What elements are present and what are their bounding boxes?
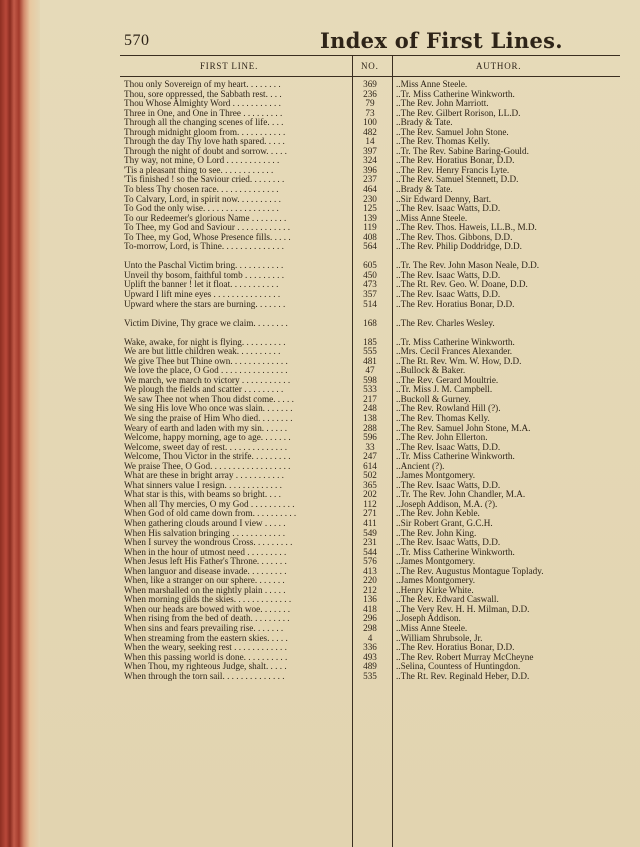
- hymn-number-cell: 365: [363, 479, 377, 490]
- first-line-cell: Welcome, Thou Victor in the strife. . . . . . . . .: [124, 452, 291, 462]
- author-cell: ..James Montgomery.: [396, 576, 476, 586]
- hymn-number-cell: 396: [363, 164, 377, 175]
- hymn-number-cell: 482: [363, 126, 377, 137]
- table-header: [120, 55, 620, 77]
- author-cell: ..The Rev. Gerard Moultrie.: [396, 375, 499, 385]
- first-line-cell: Through midnight gloom from. . . . . . . . . . .: [124, 127, 286, 137]
- first-line-cell: Unto the Paschal Victim bring. . . . . . . . . . .: [124, 261, 284, 271]
- hymn-number-cell: 4: [367, 632, 373, 643]
- hymn-number-cell: 464: [363, 184, 377, 195]
- index-table: [120, 55, 620, 681]
- first-line-cell: To God the only wise. . . . . . . . . . . . . . . . .: [124, 204, 279, 214]
- hymn-number-cell: 544: [363, 546, 377, 557]
- first-line-cell: Thou Whose Almighty Word . . . . . . . . . . .: [124, 99, 281, 109]
- hymn-number-cell: 596: [363, 432, 377, 443]
- hymn-number-cell: 236: [363, 88, 377, 99]
- header-no: NO.: [361, 61, 379, 71]
- author-cell: ..Brady & Tate.: [396, 118, 453, 128]
- hymn-number-cell: 288: [363, 422, 377, 433]
- author-cell: ..The Rev. Isaac Watts, D.D.: [396, 289, 501, 299]
- first-line-cell: Three in One, and One in Three . . . . . . . . .: [124, 108, 283, 118]
- author-cell: ..Miss Anne Steele.: [396, 624, 468, 634]
- author-cell: ..William Shrubsole, Jr.: [396, 633, 483, 643]
- header-author: AUTHOR.: [476, 61, 522, 71]
- hymn-number-cell: 564: [363, 241, 377, 252]
- first-line-cell: What are these in bright array . . . . . . . . . . .: [124, 471, 284, 481]
- hymn-number-cell: 14: [365, 136, 375, 147]
- author-cell: ..Tr. Miss Catherine Winkworth.: [396, 547, 515, 557]
- first-line-cell: When our heads are bowed with woe. . . . . . .: [124, 604, 291, 614]
- first-line-cell: We give Thee but Thine own. . . . . . . . . . . . .: [124, 356, 288, 366]
- first-line-cell: We are but little children weak. . . . . . . . . .: [124, 347, 281, 357]
- first-line-cell: Upward I lift mine eyes . . . . . . . . . . . . . . .: [124, 289, 281, 299]
- first-line-cell: When sins and fears prevailing rise. . . . . . .: [124, 624, 284, 634]
- author-cell: ..The Rev. John Ellerton.: [396, 433, 488, 443]
- first-line-cell: We march, we march to victory . . . . . . . . . . .: [124, 375, 291, 385]
- header-first-line: FIRST LINE.: [200, 61, 259, 71]
- first-line-cell: To Calvary, Lord, in spirit now. . . . . . . . . .: [124, 194, 281, 204]
- author-cell: ..The Rev. Isaac Watts, D.D.: [396, 442, 501, 452]
- hymn-number-cell: 576: [363, 556, 377, 567]
- hymn-number-cell: 408: [363, 231, 377, 242]
- author-cell: ..The Rev. Thos. Gibbons, D.D.: [396, 232, 513, 242]
- first-line-cell: We sing His love Who once was slain. . . . . . .: [124, 404, 293, 414]
- table-row: [120, 672, 620, 682]
- hymn-number-cell: 493: [363, 651, 377, 662]
- author-cell: ..Miss Anne Steele.: [396, 80, 468, 89]
- author-cell: ..The Very Rev. H. H. Milman, D.D.: [396, 604, 530, 614]
- first-line-cell: Upward where the stars are burning. . . . . . .: [124, 299, 286, 309]
- first-line-cell: When God of old came down from. . . . . . . . . .: [124, 509, 297, 519]
- author-cell: ..The Rev. Henry Francis Lyte.: [396, 165, 510, 175]
- author-cell: ..The Rev. Isaac Watts, D.D.: [396, 204, 501, 214]
- first-line-cell: What star is this, with beams so bright. . . .: [124, 490, 281, 500]
- first-line-cell: 'Tis a pleasant thing to see. . . . . . . . . . . .: [124, 165, 274, 175]
- hymn-number-cell: 369: [363, 79, 377, 89]
- author-cell: ..Bullock & Baker.: [396, 366, 466, 376]
- hymn-number-cell: 212: [363, 584, 377, 595]
- author-cell: ..The Rt. Rev. Geo. W. Doane, D.D.: [396, 280, 528, 290]
- hymn-number-cell: 47: [365, 365, 375, 376]
- author-cell: ..Selina, Countess of Huntingdon.: [396, 662, 521, 672]
- first-line-cell: Thou, sore oppressed, the Sabbath rest. . . .: [124, 89, 282, 99]
- first-line-cell: We plough the fields and scatter . . . . . . . . .: [124, 385, 284, 395]
- hymn-number-cell: 549: [363, 527, 377, 538]
- author-cell: ..Tr. Miss Catherine Winkworth.: [396, 89, 515, 99]
- author-cell: ..The Rt. Rev. Wm. W. How, D.D.: [396, 356, 522, 366]
- first-line-cell: When marshalled on the nightly plain . . . . .: [124, 585, 286, 595]
- first-line-cell: When this passing world is done. . . . . . . . . .: [124, 652, 288, 662]
- author-cell: ..Tr. Miss Catherine Winkworth.: [396, 337, 515, 347]
- first-line-cell: To our Redeemer's glorious Name . . . . . . . .: [124, 213, 287, 223]
- hymn-number-cell: 418: [363, 603, 377, 614]
- hymn-number-cell: 357: [363, 288, 377, 299]
- author-cell: ..The Rev. Samuel John Stone.: [396, 127, 509, 137]
- hymn-number-cell: 614: [363, 460, 377, 471]
- first-line-cell: When in the hour of utmost need . . . . . . . . .: [124, 547, 287, 557]
- author-cell: ..Joseph Addison, M.A. (?).: [396, 499, 498, 509]
- first-line-cell: Wake, awake, for night is flying. . . . . . . . . .: [124, 337, 286, 347]
- first-line-cell: Uplift the banner ! let it float. . . . . . . . . . .: [124, 280, 279, 290]
- first-line-cell: When streaming from the eastern skies. . . . .: [124, 633, 288, 643]
- first-line-cell: Victim Divine, Thy grace we claim. . . . . . . .: [124, 318, 288, 328]
- hymn-number-cell: 237: [363, 174, 377, 185]
- hymn-number-cell: 138: [363, 413, 377, 423]
- first-line-cell: We saw Thee not when Thou didst come. . . . .: [124, 394, 294, 404]
- author-cell: ..Tr. The Rev. Sabine Baring-Gould.: [396, 146, 529, 156]
- author-cell: ..The Rev. Edward Caswall.: [396, 595, 499, 605]
- hymn-number-cell: 605: [363, 260, 377, 271]
- first-line-cell: What sinners value I resign. . . . . . . . . . . . .: [124, 480, 282, 490]
- first-line-cell: We praise Thee, O God. . . . . . . . . . . . . . . . . .: [124, 461, 291, 471]
- first-line-cell: Through all the changing scenes of life. . . .: [124, 118, 284, 128]
- first-line-cell: Thy way, not mine, O Lord . . . . . . . . . . . .: [124, 156, 280, 166]
- hymn-number-cell: 230: [363, 193, 377, 204]
- hymn-number-cell: 397: [363, 145, 377, 156]
- hymn-number-cell: 450: [363, 269, 377, 280]
- table-row: [120, 300, 620, 310]
- hymn-number-cell: 502: [363, 470, 377, 481]
- hymn-number-cell: 473: [363, 279, 377, 290]
- hymn-number-cell: 33: [365, 441, 375, 452]
- first-line-cell: Welcome, sweet day of rest. . . . . . . . . . . . . .: [124, 442, 288, 452]
- author-cell: ..The Rt. Rev. Reginald Heber, D.D.: [396, 671, 530, 681]
- page-number: 570: [124, 32, 150, 49]
- author-cell: ..The Rev. Horatius Bonar, D.D.: [396, 643, 515, 653]
- first-line-cell: When languor and disease invade. . . . . . . . .: [124, 566, 287, 576]
- hymn-number-cell: 324: [363, 155, 377, 166]
- author-cell: ..Tr. Miss J. M. Campbell.: [396, 385, 493, 395]
- hymn-number-cell: 125: [363, 203, 377, 214]
- author-cell: ..The Rev. John Keble.: [396, 509, 480, 519]
- author-cell: ..Sir Edward Denny, Bart.: [396, 194, 492, 204]
- first-line-cell: When all Thy mercies, O my God . . . . . . . . . .: [124, 499, 295, 509]
- hymn-number-cell: 112: [363, 498, 377, 509]
- page-title: Index of First Lines.: [320, 28, 563, 53]
- author-cell: ..The Rev. John King.: [396, 528, 477, 538]
- first-line-cell: Welcome, happy morning, age to age. . . . . . .: [124, 433, 291, 443]
- hymn-number-cell: 411: [363, 518, 377, 529]
- first-line-cell: When Jesus left His Father's Throne. . . . . . .: [124, 557, 287, 567]
- hymn-number-cell: 136: [363, 594, 377, 605]
- first-line-cell: When I survey the wondrous Cross. . . . . . . . .: [124, 538, 293, 548]
- hymn-number-cell: 79: [365, 98, 375, 109]
- author-cell: ..Henry Kirke White.: [396, 585, 474, 595]
- hymn-number-cell: 217: [363, 393, 377, 404]
- author-cell: ..James Montgomery.: [396, 557, 476, 567]
- author-cell: ..Tr. Miss Catherine Winkworth.: [396, 452, 515, 462]
- author-cell: ..The Rev. Samuel Stennett, D.D.: [396, 175, 519, 185]
- author-cell: ..The Rev. Thomas Kelly.: [396, 414, 490, 423]
- hymn-number-cell: 514: [363, 298, 377, 309]
- hymn-number-cell: 248: [363, 403, 377, 414]
- hymn-number-cell: 489: [363, 661, 377, 672]
- first-line-cell: We sing the praise of Him Who died. . . . . . . .: [124, 414, 293, 423]
- hymn-number-cell: 168: [363, 317, 377, 328]
- table-body: [120, 77, 620, 681]
- hymn-number-cell: 598: [363, 374, 377, 385]
- hymn-number-cell: 298: [363, 623, 377, 634]
- table-row: [120, 242, 620, 252]
- table-row: [120, 319, 620, 329]
- author-cell: ..The Rev. Gilbert Rorison, LL.D.: [396, 108, 521, 118]
- hymn-number-cell: 139: [363, 212, 377, 223]
- author-cell: ..James Montgomery.: [396, 471, 476, 481]
- author-cell: ..The Rev. Rowland Hill (?).: [396, 404, 501, 414]
- author-cell: ..The Rev. Horatius Bonar, D.D.: [396, 156, 515, 166]
- author-cell: ..Tr. The Rev. John Mason Neale, D.D.: [396, 261, 540, 271]
- author-cell: ..The Rev. Isaac Watts, D.D.: [396, 270, 501, 280]
- author-cell: ..Miss Anne Steele.: [396, 213, 468, 223]
- first-line-cell: To bless Thy chosen race. . . . . . . . . . . . . .: [124, 185, 279, 195]
- author-cell: ..The Rev. Charles Wesley.: [396, 318, 495, 328]
- author-cell: ..Tr. The Rev. John Chandler, M.A.: [396, 490, 526, 500]
- hymn-number-cell: 202: [363, 489, 377, 500]
- hymn-number-cell: 100: [363, 117, 377, 128]
- hymn-number-cell: 247: [363, 451, 377, 462]
- author-cell: ..The Rev. Samuel John Stone, M.A.: [396, 423, 531, 433]
- book-spine-edge: [0, 0, 40, 847]
- first-line-cell: When Thou, my righteous Judge, shalt. . . . .: [124, 662, 287, 672]
- hymn-number-cell: 336: [363, 642, 377, 653]
- author-cell: ..Sir Robert Grant, G.C.H.: [396, 519, 493, 529]
- first-line-cell: We love the place, O God . . . . . . . . . . . . . . .: [124, 366, 288, 376]
- first-line-cell: To Thee, my God and Saviour . . . . . . . . . . . .: [124, 223, 291, 233]
- first-line-cell: To-morrow, Lord, is Thine. . . . . . . . . . . . . .: [124, 242, 284, 252]
- first-line-cell: When morning gilds the skies. . . . . . . . . . . . .: [124, 595, 292, 605]
- author-cell: ..The Rev. John Marriott.: [396, 99, 489, 109]
- hymn-number-cell: 535: [363, 670, 377, 681]
- hymn-number-cell: 555: [363, 346, 377, 357]
- author-cell: ..The Rev. Isaac Watts, D.D.: [396, 480, 501, 490]
- first-line-cell: To Thee, my God, Whose Presence fills. . . . .: [124, 232, 291, 242]
- first-line-cell: Through the night of doubt and sorrow. . . . .: [124, 146, 287, 156]
- first-line-cell: When gathering clouds around I view . . . . .: [124, 519, 286, 529]
- author-cell: ..The Rev. Robert Murray McCheyne: [396, 652, 534, 662]
- hymn-number-cell: 73: [365, 107, 375, 118]
- hymn-number-cell: 119: [363, 222, 377, 233]
- author-cell: ..Mrs. Cecil Frances Alexander.: [396, 347, 513, 357]
- author-cell: ..The Rev. Augustus Montague Toplady.: [396, 566, 544, 576]
- hymn-number-cell: 231: [363, 537, 377, 548]
- first-line-cell: When, like a stranger on our sphere. . . . . . .: [124, 576, 285, 586]
- first-line-cell: When through the torn sail. . . . . . . . . . . . . .: [124, 671, 285, 681]
- first-line-cell: Through the day Thy love hath spared. . . . .: [124, 137, 285, 147]
- first-line-cell: Thou only Sovereign of my heart. . . . . . . .: [124, 80, 281, 89]
- author-cell: ..The Rev. Philip Doddridge, D.D.: [396, 242, 522, 252]
- hymn-number-cell: 220: [363, 575, 377, 586]
- hymn-number-cell: 296: [363, 613, 377, 624]
- hymn-number-cell: 481: [363, 355, 377, 366]
- hymn-number-cell: 533: [363, 384, 377, 395]
- first-line-cell: 'Tis finished ! so the Saviour cried. . . . . . . .: [124, 175, 285, 185]
- first-line-cell: Weary of earth and laden with my sin. . . . . .: [124, 423, 288, 433]
- author-cell: ..The Rev. Thomas Kelly.: [396, 137, 490, 147]
- author-cell: ..The Rev. Horatius Bonar, D.D.: [396, 299, 515, 309]
- author-cell: ..The Rev. Isaac Watts, D.D.: [396, 538, 501, 548]
- hymn-number-cell: 271: [363, 508, 377, 519]
- author-cell: ..The Rev. Thos. Haweis, LL.B., M.D.: [396, 223, 537, 233]
- first-line-cell: When rising from the bed of death. . . . . . . . .: [124, 614, 290, 624]
- hymn-number-cell: 413: [363, 565, 377, 576]
- author-cell: ..Brady & Tate.: [396, 185, 453, 195]
- hymn-number-cell: 185: [363, 336, 377, 347]
- first-line-cell: Unveil thy bosom, faithful tomb . . . . . . . . .: [124, 270, 285, 280]
- first-line-cell: When His salvation bringing . . . . . . . . . . . .: [124, 528, 286, 538]
- author-cell: ..Joseph Addison.: [396, 614, 461, 624]
- first-line-cell: When the weary, seeking rest . . . . . . . . . . . .: [124, 643, 287, 653]
- author-cell: ..Ancient (?).: [396, 461, 445, 471]
- author-cell: ..Buckoll & Gurney.: [396, 394, 471, 404]
